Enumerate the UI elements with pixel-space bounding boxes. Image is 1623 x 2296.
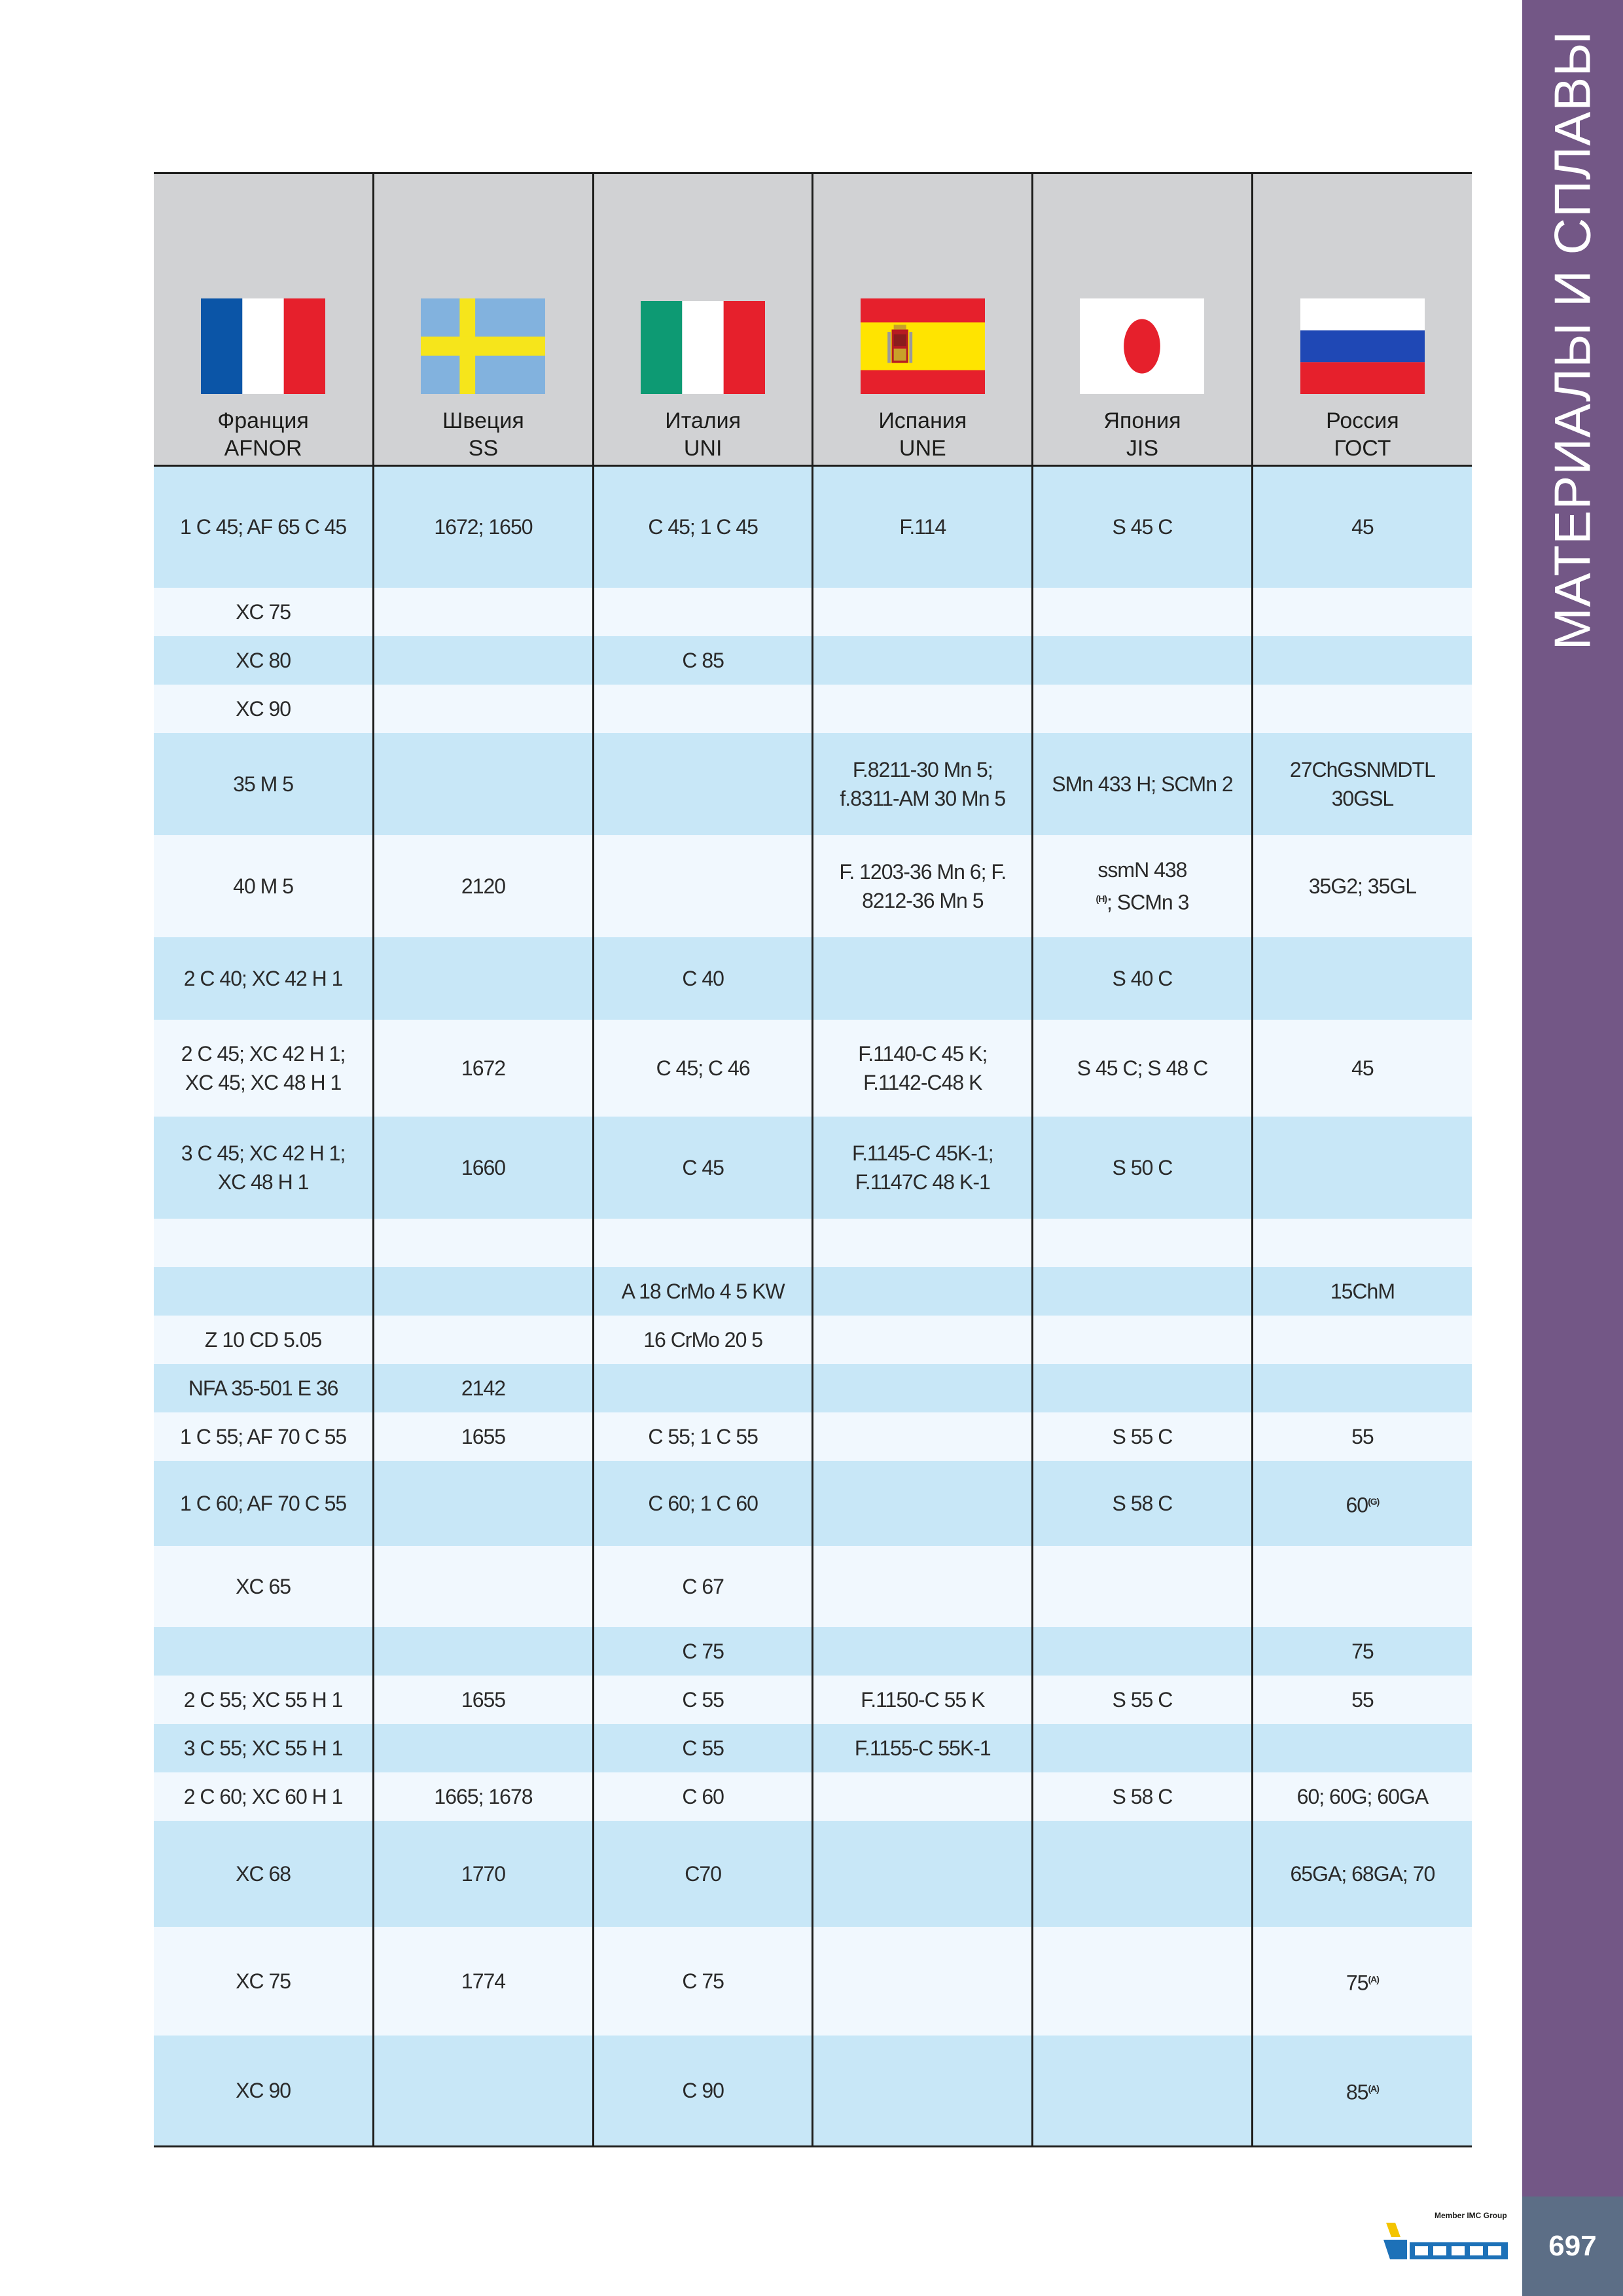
table-cell: C 55; 1 C 55 (593, 1412, 813, 1461)
table-cell: 3 C 55; XC 55 H 1 (154, 1724, 374, 1772)
table-row (154, 1267, 1472, 1316)
table-cell (374, 1627, 594, 1676)
table-cell: 3 C 45; XC 42 H 1; XC 48 H 1 (154, 1117, 374, 1219)
table-cell: 1 C 60; AF 70 C 55 (154, 1461, 374, 1546)
table-cell (813, 1546, 1033, 1627)
table-cell (813, 1267, 1033, 1316)
table-cell: 45 (1252, 466, 1472, 588)
table-row (154, 1772, 1472, 1821)
table-cell (1252, 1316, 1472, 1364)
table-row (154, 1412, 1472, 1461)
header-country: Испания (878, 408, 967, 433)
table-cell: C 45 (593, 1117, 813, 1219)
table-cell (374, 685, 594, 733)
table-cell: NFA 35-501 E 36 (154, 1364, 374, 1412)
table-cell (374, 1316, 594, 1364)
table-row (154, 1020, 1472, 1117)
table-cell (374, 733, 594, 835)
table-cell: $60^{(G)}$ (1252, 1461, 1472, 1546)
table-cell (1033, 2036, 1253, 2147)
table-cell: 45 (1252, 1020, 1472, 1117)
table-row (154, 2036, 1472, 2147)
table-cell (374, 1267, 594, 1316)
table-cell: 1774 (374, 1927, 594, 2036)
header-standard: ГОСТ (1334, 436, 1391, 461)
sweden-flag-icon (421, 298, 545, 394)
table-cell: 1660 (374, 1117, 594, 1219)
table-cell: 55 (1252, 1676, 1472, 1724)
table-cell: A 18 CrMo 4 5 KW (593, 1267, 813, 1316)
table-cell: 60; 60G; 60GA (1252, 1772, 1472, 1821)
table-cell: C 75 (593, 1927, 813, 2036)
table-cell (813, 588, 1033, 636)
table-cell: 1665; 1678 (374, 1772, 594, 1821)
table-cell: XC 80 (154, 636, 374, 685)
table-row (154, 835, 1472, 937)
table-cell (813, 1316, 1033, 1364)
table-cell: 65GA; 68GA; 70 (1252, 1821, 1472, 1927)
table-row (154, 1627, 1472, 1676)
header-standard: UNI (683, 436, 722, 461)
table-cell (813, 636, 1033, 685)
table-row (154, 1724, 1472, 1772)
header-country: Италия (665, 408, 741, 433)
table-cell (1033, 588, 1253, 636)
header-standard: JIS (1126, 436, 1159, 461)
table-row (154, 685, 1472, 733)
russia-flag-icon (1300, 298, 1425, 394)
table-cell (813, 685, 1033, 733)
table-cell (813, 1627, 1033, 1676)
table-cell: 16 CrMo 20 5 (593, 1316, 813, 1364)
table-cell (1033, 1546, 1253, 1627)
table-cell: C 45; 1 C 45 (593, 466, 813, 588)
header-russia (1252, 173, 1472, 466)
table-cell (1252, 1364, 1472, 1412)
logo-member-text: Member IMC Group (1435, 2211, 1507, 2220)
header-france (154, 173, 374, 466)
materials-table (154, 172, 1472, 2147)
table-cell (1033, 636, 1253, 685)
header-standard: AFNOR (224, 436, 302, 461)
table-cell: C 45; C 46 (593, 1020, 813, 1117)
header-standard: SS (468, 436, 499, 461)
table-cell (374, 636, 594, 685)
table-cell: 1672 (374, 1020, 594, 1117)
table-cell: 75 (1252, 1627, 1472, 1676)
table-cell (1252, 1219, 1472, 1267)
table-cell: S 45 C; S 48 C (1033, 1020, 1253, 1117)
table-cell (813, 2036, 1033, 2147)
table-cell: S 58 C (1033, 1772, 1253, 1821)
table-cell: S 55 C (1033, 1676, 1253, 1724)
table-cell: C70 (593, 1821, 813, 1927)
table-cell (374, 2036, 594, 2147)
header-country: Швеция (442, 408, 524, 433)
table-cell (1033, 1724, 1253, 1772)
table-cell (154, 1219, 374, 1267)
table-row (154, 733, 1472, 835)
table-cell: F.1145-C 45K-1; F.1147C 48 K-1 (813, 1117, 1033, 1219)
table-cell (1252, 1724, 1472, 1772)
table-cell: XC 75 (154, 588, 374, 636)
table-cell: XC 90 (154, 685, 374, 733)
table-cell: 1770 (374, 1821, 594, 1927)
table-cell: C 55 (593, 1676, 813, 1724)
table-cell: Z 10 CD 5.05 (154, 1316, 374, 1364)
table-cell: F.1155-C 55K-1 (813, 1724, 1033, 1772)
table-cell: C 55 (593, 1724, 813, 1772)
table-cell (593, 835, 813, 937)
table-cell: C 60; 1 C 60 (593, 1461, 813, 1546)
table-cell: S 45 C (1033, 466, 1253, 588)
table-cell: 1 C 45; AF 65 C 45 (154, 466, 374, 588)
table-cell: F. 1203-36 Mn 6; F. 8212-36 Mn 5 (813, 835, 1033, 937)
table-cell: 35G2; 35GL (1252, 835, 1472, 937)
table-cell (1033, 1364, 1253, 1412)
table-header-row (154, 173, 1472, 466)
table-cell: 2 C 45; XC 42 H 1; XC 45; XC 48 H 1 (154, 1020, 374, 1117)
table-row (154, 1117, 1472, 1219)
table-cell: S 55 C (1033, 1412, 1253, 1461)
table-cell: F.8211-30 Mn 5; f.8311-AM 30 Mn 5 (813, 733, 1033, 835)
table-row (154, 1364, 1472, 1412)
table-row (154, 1461, 1472, 1546)
table-cell (813, 1412, 1033, 1461)
table-cell: 27ChGSNMDTL 30GSL (1252, 733, 1472, 835)
table-cell (1252, 1117, 1472, 1219)
table-cell (374, 588, 594, 636)
table-cell (813, 1364, 1033, 1412)
table-cell (593, 733, 813, 835)
table-cell (593, 1219, 813, 1267)
header-italy (593, 173, 813, 466)
table-cell (813, 1927, 1033, 2036)
table-row (154, 1316, 1472, 1364)
table-row (154, 1927, 1472, 2036)
table-cell: 2 C 60; XC 60 H 1 (154, 1772, 374, 1821)
table-body (154, 466, 1472, 2147)
table-cell (1033, 1821, 1253, 1927)
table-cell: 1655 (374, 1412, 594, 1461)
table-cell: 55 (1252, 1412, 1472, 1461)
table-cell: 1672; 1650 (374, 466, 594, 588)
table-cell (1033, 1627, 1253, 1676)
table-cell (1033, 1316, 1253, 1364)
italy-flag-icon (641, 301, 765, 394)
table-cell: XC 65 (154, 1546, 374, 1627)
table-cell (813, 1461, 1033, 1546)
table-cell (374, 1219, 594, 1267)
header-country: Франция (217, 408, 309, 433)
table-cell (813, 937, 1033, 1020)
table-cell (593, 685, 813, 733)
table-cell: 35 M 5 (154, 733, 374, 835)
table-cell: 15ChM (1252, 1267, 1472, 1316)
table-cell (1252, 937, 1472, 1020)
table-cell (1033, 1267, 1253, 1316)
table-cell (374, 1724, 594, 1772)
table-cell: $75^{(A)}$ (1252, 1927, 1472, 2036)
table-cell: 40 M 5 (154, 835, 374, 937)
table-cell (1033, 685, 1253, 733)
header-japan (1033, 173, 1253, 466)
table-row (154, 937, 1472, 1020)
table-cell: S 50 C (1033, 1117, 1253, 1219)
table-row (154, 1546, 1472, 1627)
table-cell: S 40 C (1033, 937, 1253, 1020)
table-row (154, 1676, 1472, 1724)
table-cell: C 40 (593, 937, 813, 1020)
table-cell (593, 1364, 813, 1412)
table-cell (1033, 1927, 1253, 2036)
table-cell: C 67 (593, 1546, 813, 1627)
table-cell (1252, 636, 1472, 685)
france-flag-icon (201, 298, 325, 394)
table-row (154, 1821, 1472, 1927)
table-cell: XC 90 (154, 2036, 374, 2147)
table-cell: 1 C 55; AF 70 C 55 (154, 1412, 374, 1461)
table-cell: 1655 (374, 1676, 594, 1724)
table-cell: XC 68 (154, 1821, 374, 1927)
table-cell (813, 1219, 1033, 1267)
table-cell: C 60 (593, 1772, 813, 1821)
table-cell: 2 C 55; XC 55 H 1 (154, 1676, 374, 1724)
table-cell: F.114 (813, 466, 1033, 588)
table-row (154, 588, 1472, 636)
iscar-logo-icon (1381, 2211, 1512, 2283)
table-cell (374, 937, 594, 1020)
table-cell (374, 1546, 594, 1627)
table-cell (1033, 1219, 1253, 1267)
page-number: 697 (1522, 2197, 1623, 2296)
table-cell: 2120 (374, 835, 594, 937)
header-spain (813, 173, 1033, 466)
table-cell: F.1140-C 45 K; F.1142-C48 K (813, 1020, 1033, 1117)
table-row (154, 1219, 1472, 1267)
table-cell: 2 C 40; XC 42 H 1 (154, 937, 374, 1020)
table-cell (1252, 588, 1472, 636)
table-cell (374, 1461, 594, 1546)
table-cell: C 75 (593, 1627, 813, 1676)
table-row (154, 636, 1472, 685)
header-sweden (374, 173, 594, 466)
header-country: Япония (1103, 408, 1181, 433)
header-standard: UNE (899, 436, 946, 461)
table-cell: C 90 (593, 2036, 813, 2147)
table-cell (154, 1267, 374, 1316)
table-cell (154, 1627, 374, 1676)
table-cell (813, 1821, 1033, 1927)
table-cell: S 58 C (1033, 1461, 1253, 1546)
table-cell (593, 588, 813, 636)
spain-flag-icon (861, 298, 985, 394)
table-cell: 2142 (374, 1364, 594, 1412)
japan-flag-icon (1080, 298, 1204, 394)
table-cell: C 85 (593, 636, 813, 685)
header-country: Россия (1326, 408, 1399, 433)
table-cell: SMn 433 H; SCMn 2 (1033, 733, 1253, 835)
iscar-logo (1381, 2211, 1512, 2283)
table-cell: F.1150-C 55 K (813, 1676, 1033, 1724)
table-cell (1252, 685, 1472, 733)
table-cell (813, 1772, 1033, 1821)
table-cell (1252, 1546, 1472, 1627)
table-cell: $85^{(A)}$ (1252, 2036, 1472, 2147)
table-cell: XC 75 (154, 1927, 374, 2036)
section-title: МАТЕРИАЛЫ И СПЛАВЫ (1543, 30, 1601, 651)
table-row (154, 466, 1472, 588)
table-cell: ssmN 438 $^{(H)}$; SCMn 3 (1033, 835, 1253, 937)
